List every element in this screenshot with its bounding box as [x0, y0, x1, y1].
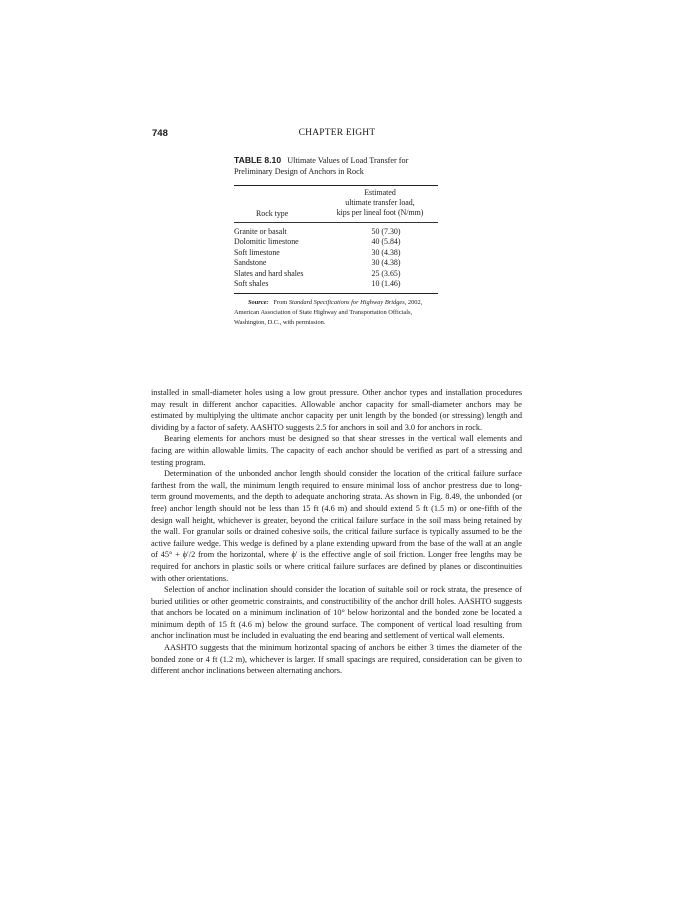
- cell-rock-type: Dolomitic limestone: [234, 237, 299, 247]
- col-header-line: Estimated: [364, 188, 396, 197]
- cell-load: 40 (5.84): [371, 237, 401, 247]
- chapter-title: CHAPTER EIGHT: [298, 128, 376, 138]
- table-caption-text: Ultimate Values of Load Transfer for Preliminary Design of Anchors in Rock: [234, 156, 409, 176]
- table-row: [234, 237, 438, 247]
- page-number: 748: [152, 128, 168, 139]
- table-row: [234, 279, 438, 289]
- cell-rock-type: Granite or basalt: [234, 227, 287, 236]
- col-header-line: ultimate transfer load,: [345, 198, 415, 208]
- table-label: TABLE 8.10: [234, 155, 282, 165]
- table-row: [234, 269, 438, 279]
- col-header-rock-type: Rock type: [256, 208, 289, 218]
- cell-rock-type: Slates and hard shales: [234, 268, 304, 278]
- source-from: From: [273, 299, 288, 307]
- source-publication: Standard Specifications for Highway Bridges: [288, 299, 405, 307]
- cell-load: 30 (4.38): [371, 258, 401, 268]
- paragraph: installed in small-diameter holes using a low grout pressure. Other anchor types and installation procedures may result in different anchor capacities. Allowable anchor capacity for small-diameter anchors may be estimated by multiplying the ultimate anchor capacity per unit length by the bonded (or stressing) length and dividing by a factor of safety. AASHTO suggests 2.5 for anchors in soil and 3.0 for anchors in rock.: [151, 388, 522, 432]
- col-header-load: [322, 188, 438, 219]
- cell-rock-type: Sandstone: [234, 258, 267, 268]
- cell-load: 30 (4.38): [371, 247, 401, 257]
- paragraph: Determination of the unbonded anchor length should consider the location of the critical failure surface farthest from the wall, the minimum length required to ensure minimal loss of anchor prestress due to long-term ground movements, and the depth to adequate anchoring strata. As shown in Fig. 8.49, the unbonded (or free) anchor length should not be less than 15 ft (4.6 m) and should extend 5 ft (1.5 m) or one-fifth of the design wall height, whichever is greater, beyond the critical failure surface in the soil mass being retained by the wall. For granular soils or drained cohesive soils, the critical failure surface is typically assumed to be the active failure wedge. This wedge is defined by a plane extending upward from the base of the wall at an angle of 45° + ϕ′/2 from the horizontal, where ϕ′ is the effective angle of soil friction. Longer free lengths may be required for anchors in plastic soils or where critical failure surfaces are defined by planes or discontinuities with other orientations.: [151, 469, 522, 583]
- paragraph: AASHTO suggests that the minimum horizontal spacing of anchors be either 3 times the diameter of the bonded zone or 4 ft (1.2 m), whichever is larger. If small spacings are required, consideration can be given to different anchor inclinations between alternating anchors.: [151, 643, 522, 676]
- cell-load: 10 (1.46): [371, 279, 401, 289]
- table-row: [234, 258, 438, 268]
- table-header-row: [234, 186, 438, 222]
- source-label: Source:: [248, 299, 269, 307]
- table-bottom-rule: [234, 293, 438, 294]
- cell-load: 50 (7.30): [371, 227, 401, 236]
- table-row: [234, 248, 438, 258]
- table-row: [234, 227, 438, 237]
- col-header-line: kips per lineal foot (N/mm): [336, 208, 424, 218]
- source-rest: , 2002, American Association of State Highway and Transportation Officials, Washington, D.C., with permission.: [234, 299, 423, 326]
- paragraph: Selection of anchor inclination should consider the location of suitable soil or rock strata, the presence of buried utilities or other geometric constraints, and constructibility of the anchor drill holes. AASHTO suggests that anchors be located on a minimum inclination of 10° below horizontal and the bonded zone be located a minimum depth of 15 ft (4.6 m) below the ground surface. The component of vertical load resulting from anchor inclination must be included in evaluating the end bearing and settlement of vertical wall elements.: [151, 585, 522, 641]
- table-source-note: [234, 298, 438, 327]
- table-body: [234, 223, 438, 293]
- cell-rock-type: Soft limestone: [234, 247, 280, 257]
- page-header: [152, 128, 522, 142]
- paragraph: Bearing elements for anchors must be designed so that shear stresses in the vertical wall elements and facing are within allowable limits. The capacity of each anchor should be verified as part of a stressing and testing program.: [151, 434, 522, 467]
- body-text: [151, 387, 522, 677]
- cell-load: 25 (3.65): [371, 268, 401, 278]
- table-8-10: [234, 155, 438, 327]
- cell-rock-type: Soft shales: [234, 279, 269, 289]
- table-caption: [234, 155, 438, 177]
